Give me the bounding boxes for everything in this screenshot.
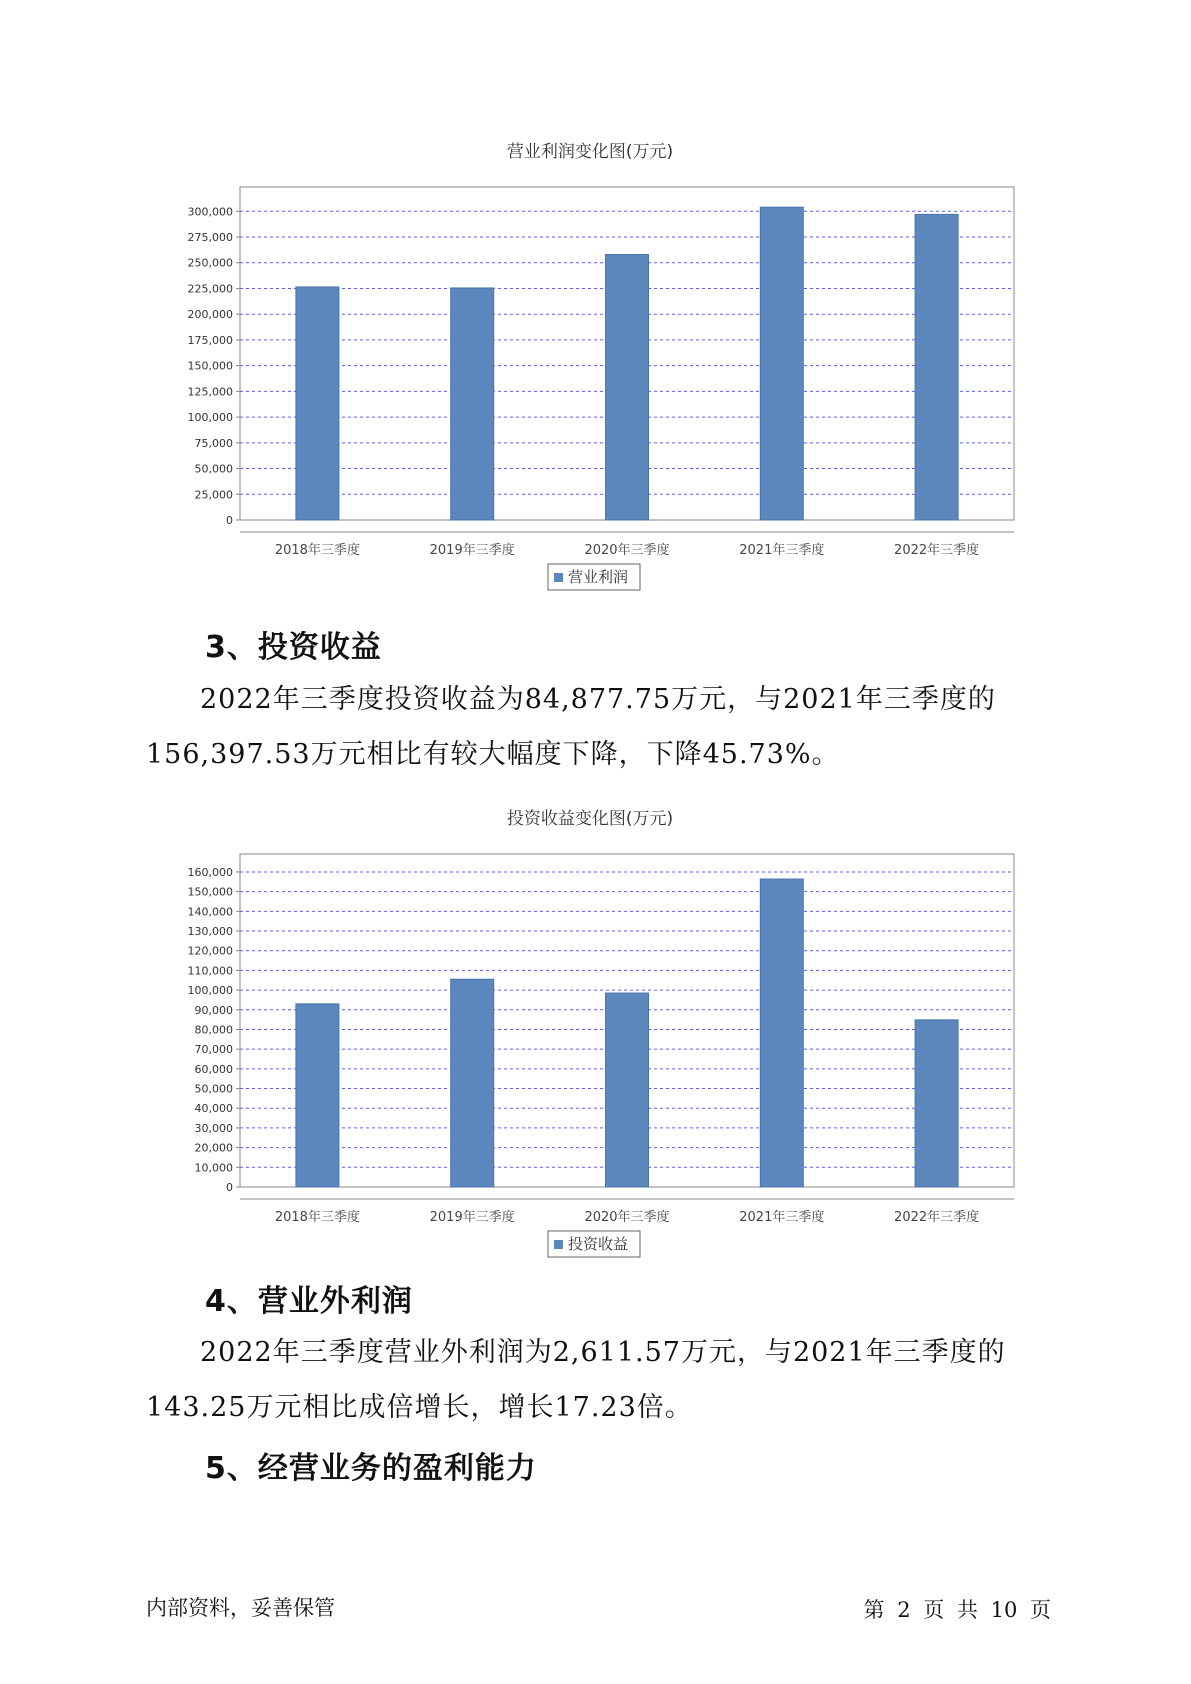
y-tick-label: 300,000: [187, 205, 233, 219]
y-tick-label: 140,000: [187, 905, 233, 919]
y-tick-label: 275,000: [187, 231, 233, 245]
y-tick-label: 175,000: [187, 333, 233, 347]
x-tick-label: 2021年三季度: [739, 543, 825, 558]
legend-swatch: [554, 1240, 563, 1249]
operating-profit-chart-svg: [160, 135, 1020, 595]
bar: [296, 1004, 339, 1187]
legend: [548, 1231, 640, 1257]
y-tick-label: 60,000: [194, 1062, 233, 1076]
chart-title: 投资收益变化图(万元): [506, 809, 674, 829]
bar: [606, 255, 649, 520]
bar: [606, 993, 649, 1187]
x-tick-label: 2022年三季度: [894, 543, 980, 558]
section-3-heading: 3、投资收益: [205, 630, 382, 665]
footer-confidential-note: 内部资料，妥善保管: [146, 1596, 335, 1620]
y-tick-label: 90,000: [194, 1003, 233, 1017]
chart-title: 营业利润变化图(万元): [506, 142, 674, 162]
section-4-paragraph: 2022年三季度营业外利润为2,611.57万元，与2021年三季度的143.25万元相比成倍增长，增长17.23倍。: [146, 1337, 1006, 1423]
x-tick-label: 2018年三季度: [274, 1210, 360, 1225]
y-tick-label: 110,000: [187, 964, 233, 978]
legend: [548, 564, 640, 590]
y-tick-label: 100,000: [187, 984, 233, 998]
y-tick-label: 225,000: [187, 282, 233, 296]
x-tick-label: 2021年三季度: [739, 1210, 825, 1225]
section-4-heading: 4、营业外利润: [205, 1284, 413, 1319]
x-tick-label: 2020年三季度: [584, 1210, 670, 1225]
x-tick-label: 2020年三季度: [584, 543, 670, 558]
footer-page-number: 第 2 页 共 10 页: [863, 1598, 1051, 1622]
section-3-paragraph: 2022年三季度投资收益为84,877.75万元，与2021年三季度的156,397.53万元相比有较大幅度下降，下降45.73%。: [146, 684, 996, 770]
y-tick-label: 10,000: [194, 1161, 233, 1175]
operating-profit-chart: [160, 135, 1020, 595]
y-tick-label: 75,000: [194, 436, 233, 450]
y-tick-label: 130,000: [187, 925, 233, 939]
y-tick-label: 150,000: [187, 885, 233, 899]
y-tick-label: 100,000: [187, 411, 233, 425]
y-tick-label: 40,000: [194, 1102, 233, 1116]
y-tick-label: 0: [226, 1181, 233, 1194]
y-tick-label: 80,000: [194, 1023, 233, 1037]
legend-label: 投资收益: [568, 1235, 629, 1253]
x-tick-label: 2022年三季度: [894, 1210, 980, 1225]
y-tick-label: 125,000: [187, 385, 233, 399]
investment-income-chart-svg: [160, 802, 1020, 1262]
bar: [451, 288, 494, 520]
y-tick-label: 160,000: [187, 865, 233, 879]
x-tick-label: 2018年三季度: [274, 543, 360, 558]
bar: [451, 979, 494, 1187]
investment-income-chart: [160, 802, 1020, 1262]
x-tick-label: 2019年三季度: [429, 1210, 515, 1225]
legend-label: 营业利润: [568, 568, 629, 586]
y-tick-label: 0: [226, 514, 233, 527]
y-tick-label: 150,000: [187, 359, 233, 373]
section-5-heading: 5、经营业务的盈利能力: [205, 1451, 537, 1486]
x-tick-label: 2019年三季度: [429, 543, 515, 558]
bar: [915, 214, 958, 520]
y-tick-label: 70,000: [194, 1043, 233, 1057]
legend-swatch: [554, 573, 563, 582]
y-tick-label: 25,000: [194, 488, 233, 502]
y-tick-label: 30,000: [194, 1121, 233, 1135]
y-tick-label: 50,000: [194, 462, 233, 476]
bar: [760, 879, 803, 1187]
y-tick-label: 200,000: [187, 308, 233, 322]
bar: [296, 287, 339, 520]
y-tick-label: 120,000: [187, 944, 233, 958]
y-tick-label: 50,000: [194, 1082, 233, 1096]
y-tick-label: 20,000: [194, 1141, 233, 1155]
bar: [760, 207, 803, 520]
y-tick-label: 250,000: [187, 256, 233, 270]
bar: [915, 1020, 958, 1187]
